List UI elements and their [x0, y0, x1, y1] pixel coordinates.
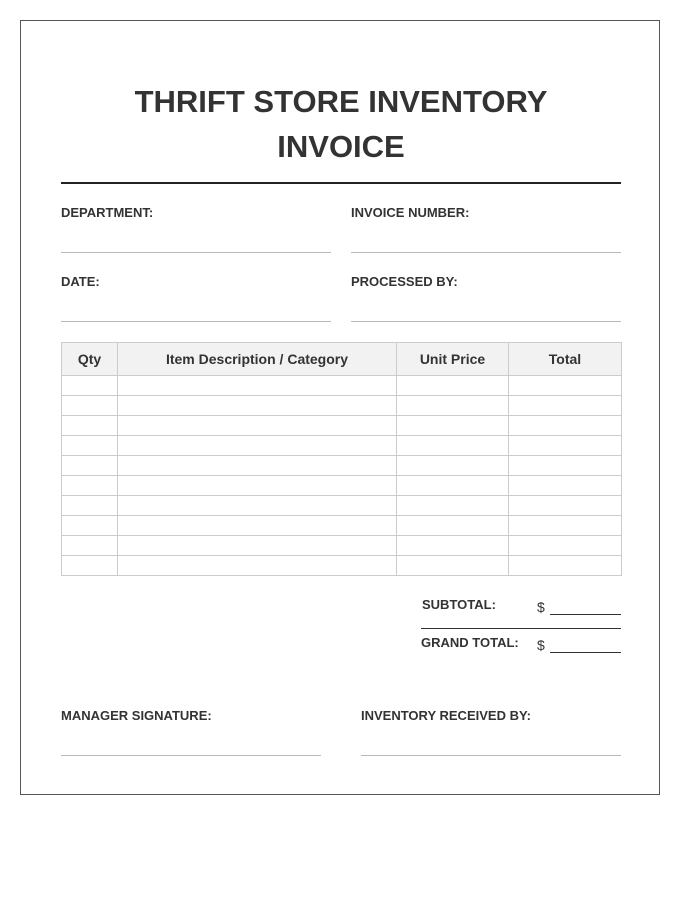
table-row	[62, 436, 622, 456]
items-table	[61, 342, 622, 576]
items-body	[62, 376, 622, 576]
manager-signature-label: MANAGER SIGNATURE:	[61, 708, 212, 723]
qty-cell[interactable]	[62, 556, 118, 576]
unit-price-cell[interactable]	[397, 516, 509, 536]
invoice-page	[20, 20, 660, 795]
grand-total-field[interactable]	[550, 652, 621, 653]
total-cell[interactable]	[509, 376, 622, 396]
item-description-cell[interactable]	[118, 536, 397, 556]
total-cell[interactable]	[509, 496, 622, 516]
department-field[interactable]	[61, 252, 331, 253]
total-header: Total	[509, 343, 622, 376]
grand-total-label: GRAND TOTAL:	[421, 635, 519, 650]
date-label: DATE:	[61, 274, 100, 289]
processed-by-field[interactable]	[351, 321, 621, 322]
title-divider	[61, 182, 621, 184]
unit-price-cell[interactable]	[397, 436, 509, 456]
processed-by-label: PROCESSED BY:	[351, 274, 458, 289]
inventory-received-by-field[interactable]	[361, 755, 621, 756]
table-row	[62, 556, 622, 576]
department-label: DEPARTMENT:	[61, 205, 154, 220]
total-cell[interactable]	[509, 536, 622, 556]
total-cell[interactable]	[509, 556, 622, 576]
manager-signature-field[interactable]	[61, 755, 321, 756]
table-row	[62, 416, 622, 436]
subtotal-currency: $	[537, 599, 545, 615]
unit-price-cell[interactable]	[397, 556, 509, 576]
total-cell[interactable]	[509, 456, 622, 476]
qty-cell[interactable]	[62, 456, 118, 476]
unit-price-cell[interactable]	[397, 376, 509, 396]
qty-cell[interactable]	[62, 496, 118, 516]
invoice-number-field[interactable]	[351, 252, 621, 253]
item-description-cell[interactable]	[118, 476, 397, 496]
table-row	[62, 496, 622, 516]
unit-price-cell[interactable]	[397, 536, 509, 556]
table-row	[62, 376, 622, 396]
total-cell[interactable]	[509, 516, 622, 536]
unit-price-cell[interactable]	[397, 416, 509, 436]
item-description-header: Item Description / Category	[118, 343, 397, 376]
item-description-cell[interactable]	[118, 556, 397, 576]
title-line-2: INVOICE	[277, 129, 405, 164]
title-line-1: THRIFT STORE INVENTORY	[134, 84, 548, 119]
item-description-cell[interactable]	[118, 516, 397, 536]
unit-price-cell[interactable]	[397, 396, 509, 416]
item-description-cell[interactable]	[118, 436, 397, 456]
qty-cell[interactable]	[62, 396, 118, 416]
table-row	[62, 536, 622, 556]
subtotal-label: SUBTOTAL:	[422, 597, 496, 612]
qty-cell[interactable]	[62, 436, 118, 456]
table-row	[62, 456, 622, 476]
table-header-row	[62, 343, 622, 376]
item-description-cell[interactable]	[118, 456, 397, 476]
qty-cell[interactable]	[62, 416, 118, 436]
subtotal-field[interactable]	[550, 614, 621, 615]
unit-price-cell[interactable]	[397, 456, 509, 476]
table-row	[62, 396, 622, 416]
item-description-cell[interactable]	[118, 376, 397, 396]
unit-price-header: Unit Price	[397, 343, 509, 376]
item-description-cell[interactable]	[118, 396, 397, 416]
grand-total-currency: $	[537, 637, 545, 653]
totals-divider	[421, 628, 621, 629]
total-cell[interactable]	[509, 396, 622, 416]
date-field[interactable]	[61, 321, 331, 322]
invoice-title	[21, 79, 661, 169]
total-cell[interactable]	[509, 476, 622, 496]
item-description-cell[interactable]	[118, 496, 397, 516]
table-row	[62, 476, 622, 496]
inventory-received-by-label: INVENTORY RECEIVED BY:	[361, 708, 531, 723]
table-row	[62, 516, 622, 536]
item-description-cell[interactable]	[118, 416, 397, 436]
qty-cell[interactable]	[62, 536, 118, 556]
unit-price-cell[interactable]	[397, 496, 509, 516]
total-cell[interactable]	[509, 416, 622, 436]
invoice-number-label: INVOICE NUMBER:	[351, 205, 470, 220]
total-cell[interactable]	[509, 436, 622, 456]
qty-cell[interactable]	[62, 376, 118, 396]
qty-cell[interactable]	[62, 516, 118, 536]
unit-price-cell[interactable]	[397, 476, 509, 496]
qty-cell[interactable]	[62, 476, 118, 496]
qty-header: Qty	[62, 343, 118, 376]
